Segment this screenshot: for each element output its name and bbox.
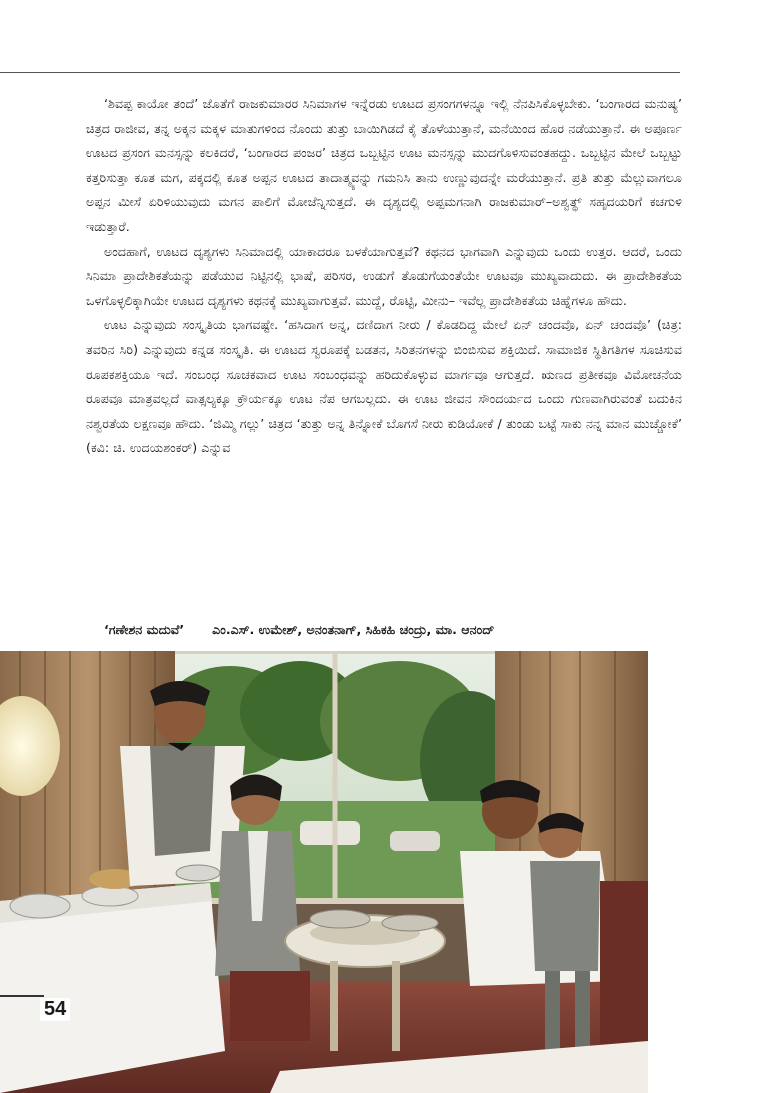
film-still-photo <box>0 651 648 1093</box>
page-number-rule <box>0 995 44 997</box>
caption-film-title: ‘ಗಣೇಶನ ಮದುವೆ’ <box>104 622 185 637</box>
article-body <box>86 92 682 461</box>
paragraph-2: ಅಂದಹಾಗೆ, ಊಟದ ದೃಶ್ಯಗಳು ಸಿನಿಮಾದಲ್ಲಿ ಯಾಕಾದರೂ ಬಳಕೆಯಾಗುತ್ತವೆ? ಕಥನದ ಭಾಗವಾಗಿ ಎನ್ನುವುದು ಒಂದು ಉತ್ತರ. ಆದರೆ, ಒಂದು ಸಿನಿಮಾ ಪ್ರಾದೇಶಿಕತೆಯನ್ನು ಪಡೆಯುವ ನಿಟ್ಟಿನಲ್ಲಿ ಭಾಷೆ, ಪರಿಸರ, ಉಡುಗೆ ತೊಡುಗೆಯಂತೆಯೇ ಊಟವೂ ಮುಖ್ಯವಾದುದು. ಈ ಪ್ರಾದೇಶಿಕತೆಯ ಒಳಗೊಳ್ಳಲಿಕ್ಕಾಗಿಯೇ ಊಟದ ದೃಶ್ಯಗಳು ಕಥನಕ್ಕೆ ಮುಖ್ಯವಾಗುತ್ತವೆ. ಮುದ್ದೆ, ರೊಟ್ಟಿ, ಮೀನು– ಇವೆಲ್ಲ ಪ್ರಾದೇಶಿಕತೆಯ ಚಿಹ್ನೆಗಳೂ ಹೌದು. <box>86 243 682 308</box>
top-rule <box>0 72 680 73</box>
page-number: 54 <box>40 998 70 1021</box>
caption-cast: ಎಂ.ಎಸ್. ಉಮೇಶ್, ಅನಂತನಾಗ್, ಸಿಹಿಕಹಿ ಚಂದ್ರು, ಮಾ. ಆನಂದ್ <box>212 622 495 637</box>
paragraph-1: ‘ಶಿವಪ್ಪ ಕಾಯೋ ತಂದೆ’ ಜೊತೆಗೆ ರಾಜಕುಮಾರರ ಸಿನಿಮಾಗಳ ಇನ್ನೆರಡು ಊಟದ ಪ್ರಸಂಗಗಳನ್ನೂ ಇಲ್ಲಿ ನೆನಪಿಸಿಕೊಳ್ಳಬೇಕು. ‘ಬಂಗಾರದ ಮನುಷ್ಯ’ ಚಿತ್ರದ ರಾಜೀವ, ತನ್ನ ಅಕ್ಕನ ಮಕ್ಕಳ ಮಾತುಗಳಿಂದ ನೊಂದು ತುತ್ತು ಬಾಯಿಗಿಡದೆ ಕೈ ತೊಳೆಯುತ್ತಾನೆ, ಮನೆಯಿಂದ ಹೊರ ನಡೆಯುತ್ತಾನೆ. ಈ ಅಪೂರ್ಣ ಊಟದ ಪ್ರಸಂಗ ಮನಸ್ಸನ್ನು ಕಲಕಿದರೆ, ‘ಬಂಗಾರದ ಪಂಜರ’ ಚಿತ್ರದ ಒಬ್ಬಟ್ಟಿನ ಊಟ ಮನಸ್ಸನ್ನು ಮುದಗೊಳಿಸುವಂತಹದ್ದು. ಒಬ್ಬಟ್ಟಿನ ಮೇಲೆ ಒಬ್ಬಟ್ಟು ಕತ್ತರಿಸುತ್ತಾ ಕೂತ ಮಗ, ಪಕ್ಕದಲ್ಲಿ ಕೂತ ಅಪ್ಪನ ಊಟದ ತಾದಾತ್ಮ್ಯವನ್ನು ಗಮನಿಸಿ ತಾನು ಉಣ್ಣುವುದನ್ನೇ ಮರೆಯುತ್ತಾನೆ. ಪ್ರತಿ ತುತ್ತು ಮೆಲ್ಲುವಾಗಲೂ ಅಪ್ಪನ ಮೀಸೆ ಏರಿಳಿಯುವುದು ಮಗನ ಪಾಲಿಗೆ ಮೋಜೆನ್ನಿಸುತ್ತದೆ. ಈ ದೃಶ್ಯದಲ್ಲಿ ಅಪ್ಪಮಗನಾಗಿ ರಾಜಕುಮಾರ್–ಅಶ್ವತ್ಥ್ ಸಹೃದಯರಿಗೆ ಕಚಗುಳಿ ಇಡುತ್ತಾರೆ. <box>86 96 682 234</box>
paragraph-3: ಊಟ ಎನ್ನುವುದು ಸಂಸ್ಕೃತಿಯ ಭಾಗವಷ್ಟೇ. ‘ಹಸಿದಾಗ ಅನ್ನ, ದಣಿದಾಗ ನೀರು / ಕೊಡದಿದ್ದ ಮೇಲೆ ಏನ್ ಚಂದವೊ, ಏನ್ ಚಂದವೊ’ (ಚಿತ್ರ: ತವರಿನ ಸಿರಿ) ಎನ್ನುವುದು ಕನ್ನಡ ಸಂಸ್ಕೃತಿ. ಈ ಊಟದ ಸ್ವರೂಪಕ್ಕೆ ಬಡತನ, ಸಿರಿತನಗಳನ್ನು ಬಿಂಬಿಸುವ ಶಕ್ತಿಯಿದೆ. ಸಾಮಾಜಿಕ ಸ್ಥಿತಿಗತಿಗಳ ಸೂಚಿಸುವ ರೂಪಕಶಕ್ತಿಯೂ ಇದೆ. ಸಂಬಂಧ ಸೂಚಕವಾದ ಊಟ ಸಂಬಂಧವನ್ನು ಹರಿದುಕೊಳ್ಳುವ ಮಾರ್ಗವೂ ಆಗುತ್ತದೆ. ಋಣದ ಪ್ರತೀಕವೂ ವಿಮೋಚನೆಯ ರೂಪವೂ ಮಾತ್ರವಲ್ಲದೆ ವಾತ್ಸಲ್ಯಕ್ಕೂ ಕ್ರೌರ್ಯಕ್ಕೂ ಊಟ ನೆಪ ಆಗಬಲ್ಲದು. ಈ ಊಟ ಜೀವನ ಸೌಂದರ್ಯದ ಒಂದು ಗುಣವಾಗಿರುವಂತೆ ಬದುಕಿನ ನಶ್ವರತೆಯ ಲಕ್ಷಣವೂ ಹೌದು. ‘ಜಿಮ್ಮಿ ಗಲ್ಲು’ ಚಿತ್ರದ ‘ತುತ್ತು ಅನ್ನ ತಿನ್ನೋಕೆ ಬೊಗಸೆ ನೀರು ಕುಡಿಯೋಕೆ / ತುಂಡು ಬಟ್ಟೆ ಸಾಕು ನನ್ನ ಮಾನ ಮುಚ್ಚೋಕೆ’ (ಕವಿ: ಚಿ. ಉದಯಶಂಕರ್) ಎನ್ನುವ <box>86 317 682 456</box>
photo-caption <box>104 620 664 640</box>
